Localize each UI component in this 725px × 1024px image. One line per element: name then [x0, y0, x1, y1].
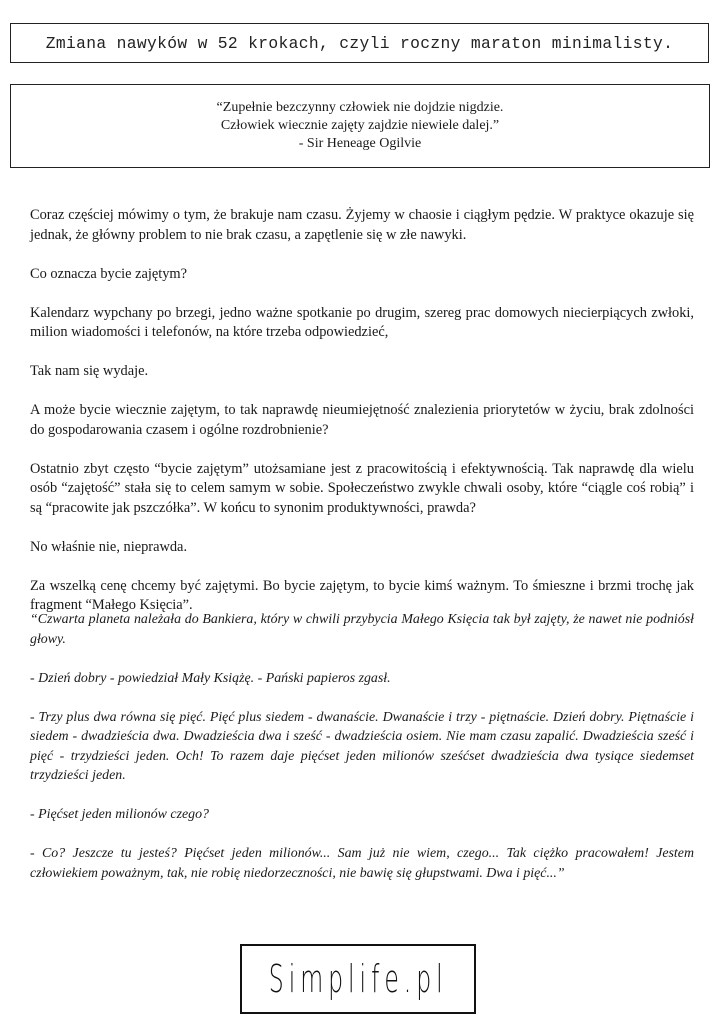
article-paragraph: Za wszelką cenę chcemy być zajętymi. Bo bycie zajętym, to bycie kimś ważnym. To śmieszne i brzmi trochę jak fragment “Małego Księcia”. [30, 577, 694, 613]
excerpt-paragraph: - Co? Jeszcze tu jesteś? Pięćset jeden milionów... Sam już nie wiem, czego... Tak ciężko pracowałem! Jestem człowiekiem poważnym, tak, nie robię niedorzeczności, nie bawię się głupstwami. Dwa i pięć...” [30, 846, 694, 881]
excerpt-paragraph: - Trzy plus dwa równa się pięć. Pięć plus siedem - dwanaście. Dwanaście i trzy - piętnaście. Dzień dobry. Piętnaście i siedem - dwadzieścia dwa. Dwadzieścia dwa i sześć - dwadzieścia osiem. Nie mam czasu zapalić. Dwadzieścia sześć i pięć - trzydzieści jeden. Och! To razem daje pięćset jeden milionów sześćset dwadzieścia dwa tysiące siedemset trzydzieści jeden. [30, 709, 694, 783]
page-title: Zmiana nawyków w 52 krokach, czyli roczny maraton minimalisty. [45, 33, 674, 53]
excerpt-paragraph: - Dzień dobry - powiedział Mały Książę. - Pański papieros zgasł. [30, 670, 391, 686]
excerpt-paragraph: - Pięćset jeden milionów czego? [30, 807, 209, 822]
brand-logo-box [240, 944, 476, 1014]
epigraph-box [10, 84, 710, 168]
article-paragraph: Tak nam się wydaje. [30, 363, 149, 379]
epigraph-line: “Zupełnie bezczynny człowiek nie dojdzie nigdzie. [216, 100, 504, 115]
brand-logo: Simplife.pl [268, 957, 448, 1001]
header-box [10, 23, 709, 63]
article-paragraph: Coraz częściej mówimy o tym, że brakuje nam czasu. Żyjemy w chaosie i ciągłym pędzie. W praktyce okazuje się jednak, że główny problem to nie brak czasu, a zapętlenie się w złe nawyki. [30, 207, 694, 243]
epigraph-line: Człowiek wiecznie zajęty zajdzie niewiele dalej.” [220, 118, 500, 133]
epigraph-author: - Sir Heneage Ogilvie [298, 136, 422, 151]
excerpt-paragraph: “Czwarta planeta należała do Bankiera, który w chwili przybycia Małego Księcia tak był zajęty, że nawet nie podniósł głowy. [30, 612, 694, 647]
book-excerpt [30, 610, 694, 903]
article-paragraph: Kalendarz wypchany po brzegi, jedno ważne spotkanie po drugim, szereg prac domowych niecierpiących zwłoki, milion wiadomości i telefonów, na które trzeba odpowiedzieć, [30, 304, 694, 340]
article-body [30, 206, 694, 635]
article-paragraph: A może bycie wiecznie zajętym, to tak naprawdę nieumiejętność znalezienia priorytetów w życiu, brak zdolności do gospodarowania czasem i ogólne rozdrobnienie? [30, 402, 694, 438]
article-paragraph: Co oznacza bycie zajętym? [30, 265, 188, 282]
article-paragraph: No właśnie nie, nieprawda. [30, 538, 188, 555]
article-paragraph: Ostatnio zbyt często “bycie zajętym” utożsamiane jest z pracowitością i efektywnością. Tak naprawdę dla wielu osób “zajętość” stała się to celem samym w sobie. Społeczeństwo zwykle chwali osoby, które “ciągle coś robią” i są “pracowite jak pszczółka”. W końcu to synonim produktywności, prawda? [30, 460, 694, 516]
